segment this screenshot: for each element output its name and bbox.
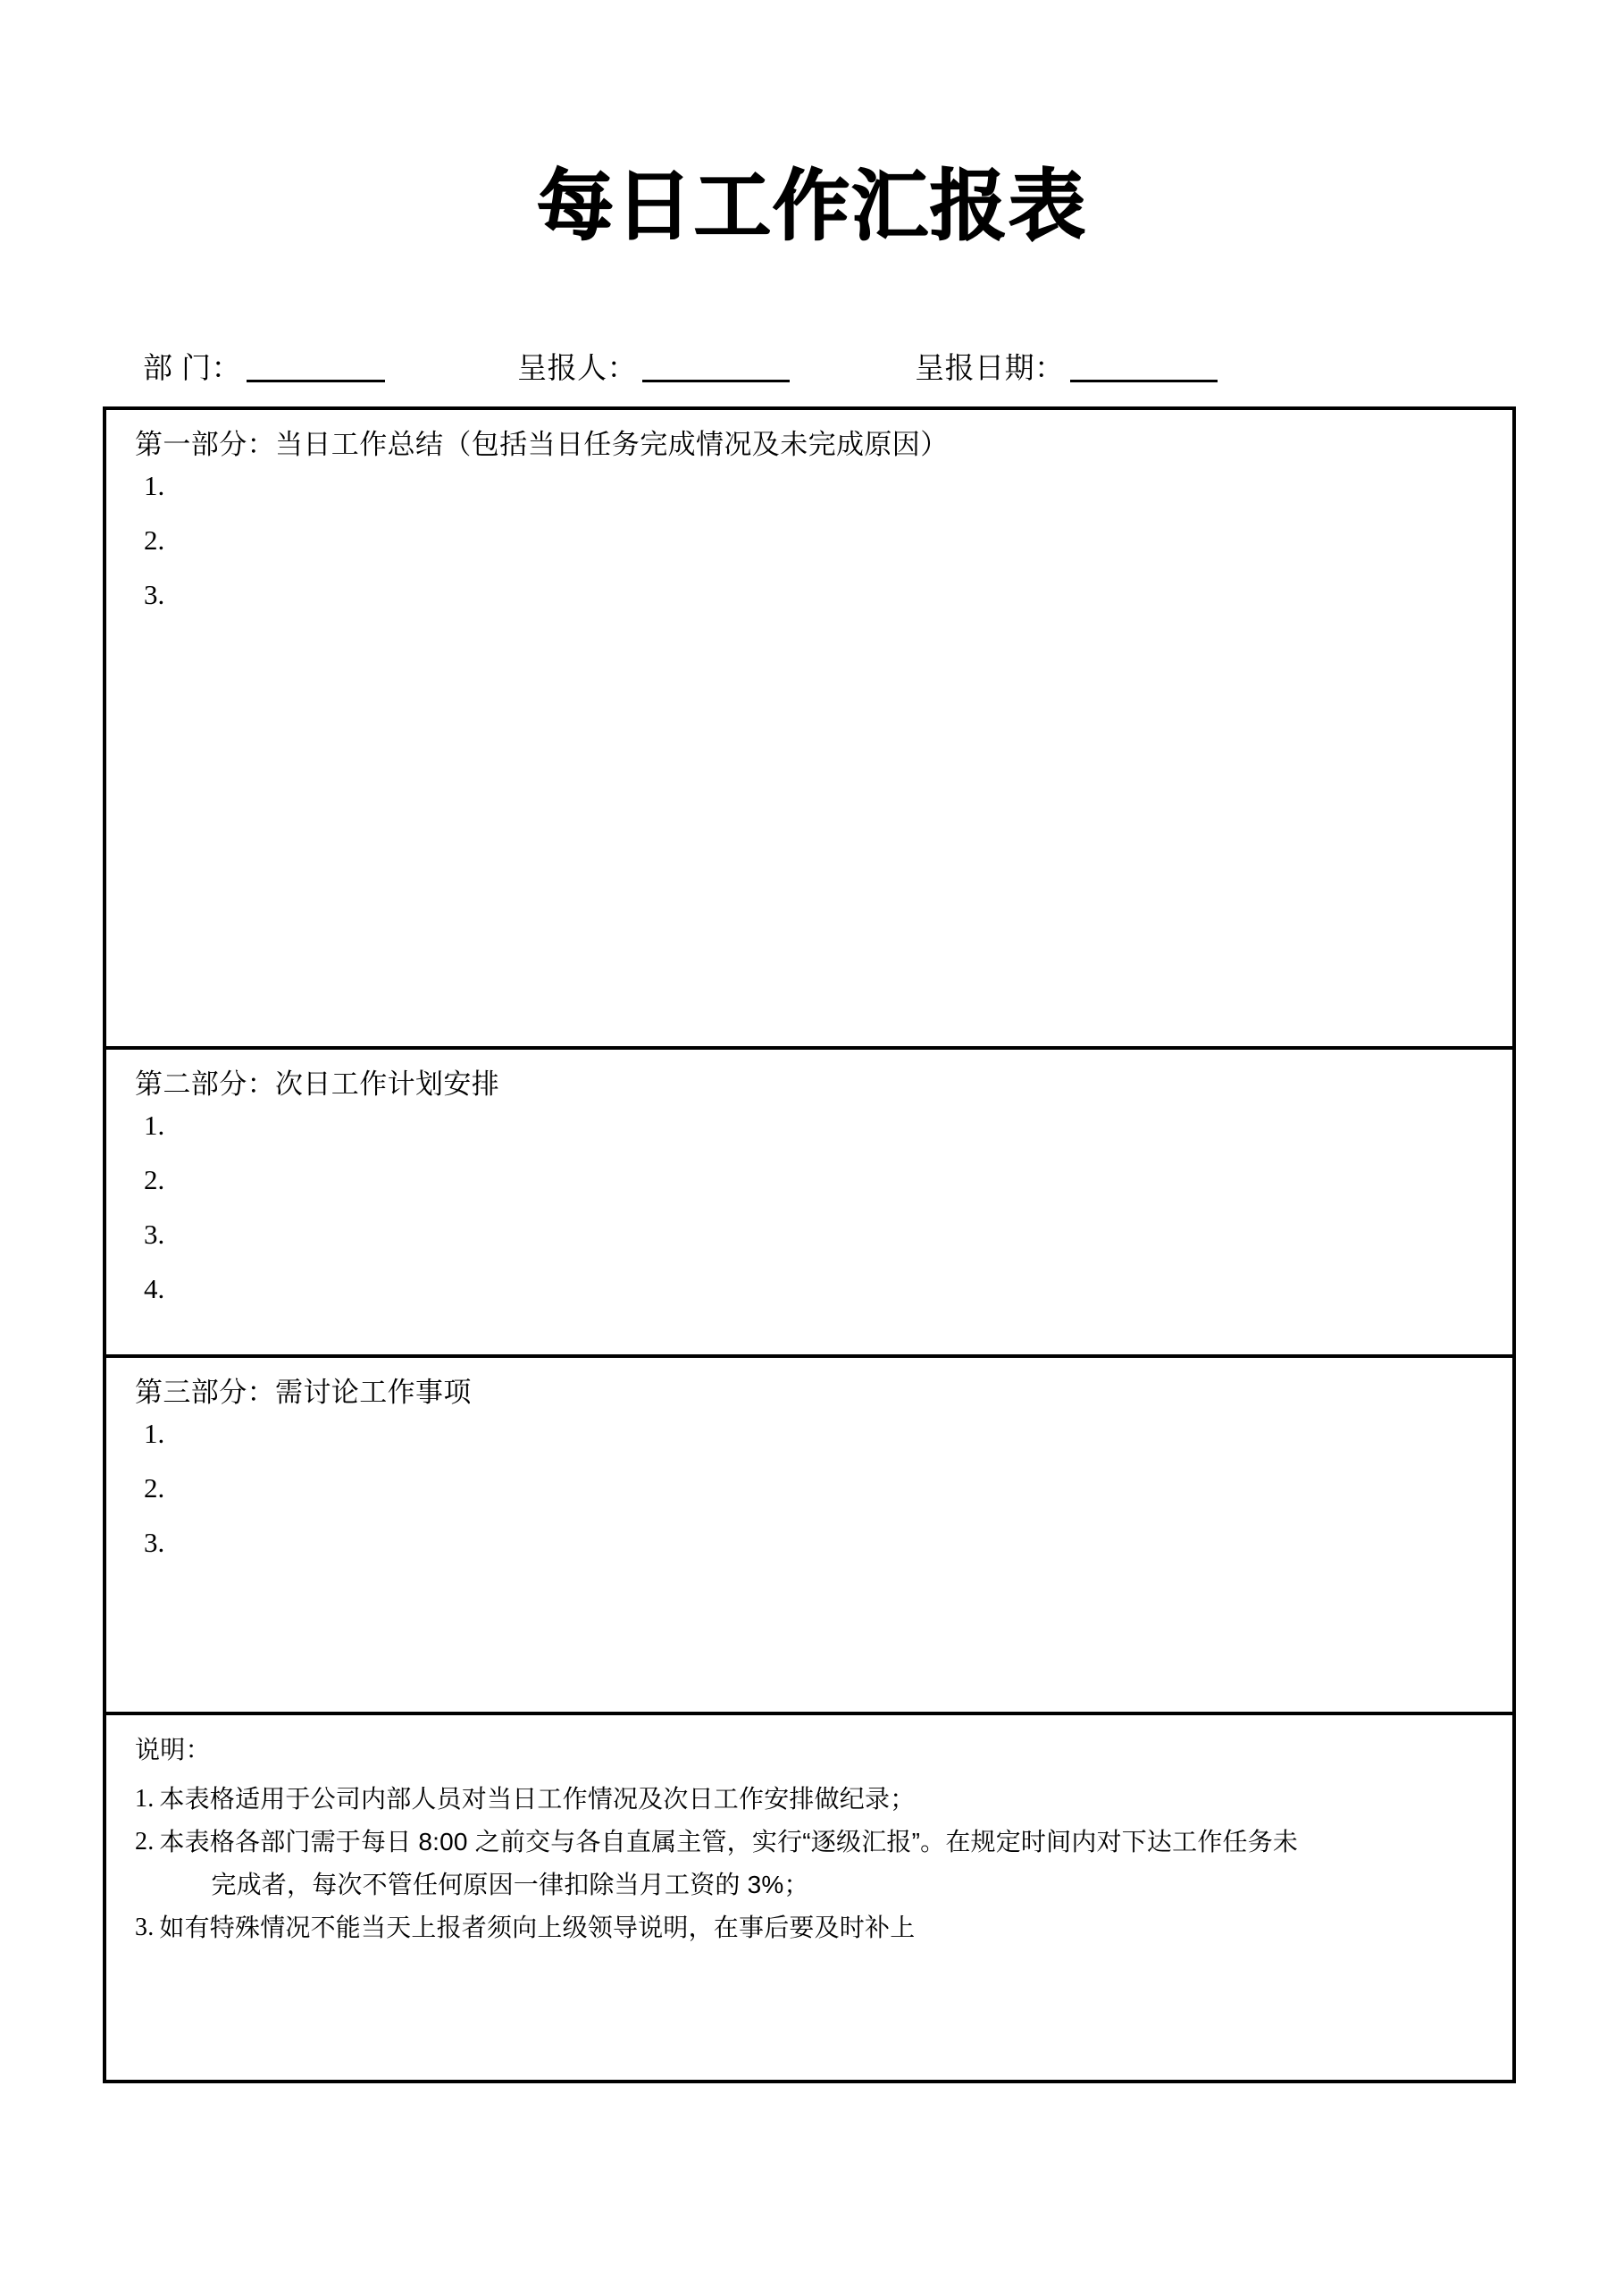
section-discussion-items [106, 1354, 1512, 1712]
list-item[interactable]: 2. [144, 524, 165, 556]
report-form-table [103, 406, 1516, 2083]
page-title: 每日工作汇报表 [537, 162, 1087, 251]
note-text-line-2: 完成者，每次不管任何原因一律扣除当月工资的 3%； [211, 1870, 809, 1898]
list-item[interactable]: 3. [144, 1218, 165, 1250]
list-item[interactable]: 1. [144, 1109, 165, 1141]
field-report-date [915, 353, 1218, 382]
note-text-line-1: 本表格各部门需于每日 8:00 之前交与各自直属主管，实行“逐级汇报”。在规定时间内对下达工作任务未 [159, 1827, 1299, 1856]
field-reporter-label: 呈报人： [517, 351, 638, 384]
list-item[interactable]: 1. [144, 1417, 165, 1449]
field-reporter [517, 353, 790, 382]
field-department-label: 部 门： [143, 351, 242, 384]
field-reporter-input[interactable] [642, 353, 790, 382]
field-report-date-label: 呈报日期： [915, 351, 1065, 384]
note-number: 3. [135, 1914, 155, 1942]
section-discussion-items-title: 第三部分：需讨论工作事项 [135, 1377, 472, 1408]
section-daily-summary-title: 第一部分：当日工作总结（包括当日任务完成情况及未完成原因） [135, 429, 949, 460]
field-department-input[interactable] [247, 353, 385, 382]
note-item [135, 1906, 1512, 1949]
section-daily-summary-list [135, 469, 1512, 610]
list-item[interactable]: 3. [144, 1526, 165, 1558]
header-fields-row [103, 332, 1516, 382]
section-next-day-plan-title: 第二部分：次日工作计划安排 [135, 1068, 500, 1100]
list-item[interactable]: 2. [144, 1471, 165, 1504]
section-daily-summary [106, 410, 1512, 1046]
note-item [135, 1821, 1512, 1906]
section-notes [106, 1712, 1512, 2076]
list-item[interactable]: 4. [144, 1272, 165, 1304]
note-text: 本表格适用于公司内部人员对当日工作情况及次日工作安排做纪录； [159, 1784, 916, 1813]
note-text [159, 1821, 1512, 1906]
field-department [143, 353, 385, 382]
field-report-date-input[interactable] [1070, 353, 1218, 382]
notes-title: 说明： [135, 1736, 211, 1763]
list-item[interactable]: 3. [144, 578, 165, 610]
list-item[interactable]: 2. [144, 1163, 165, 1195]
notes-list [135, 1778, 1512, 1950]
section-next-day-plan [106, 1046, 1512, 1354]
list-item[interactable]: 1. [144, 469, 165, 501]
note-number: 1. [135, 1784, 155, 1813]
section-next-day-plan-list [135, 1111, 1512, 1303]
note-text: 如有特殊情况不能当天上报者须向上级领导说明，在事后要及时补上 [159, 1914, 916, 1942]
section-discussion-items-list [135, 1417, 1512, 1558]
note-item [135, 1778, 1512, 1821]
note-number: 2. [135, 1827, 155, 1856]
